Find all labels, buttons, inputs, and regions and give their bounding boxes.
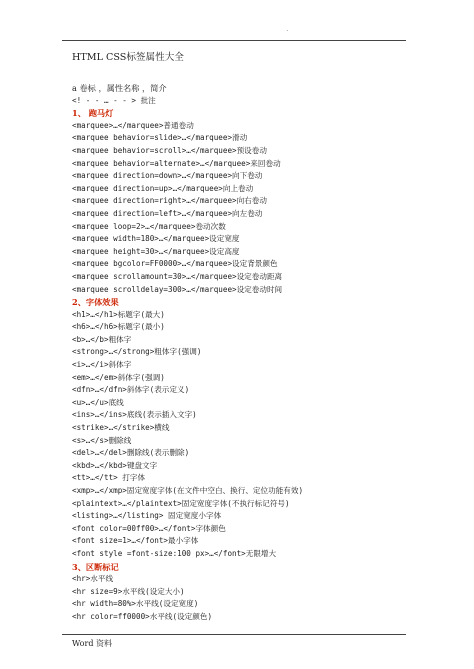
code-line: <s>…</s>删除线 — [72, 435, 132, 445]
footer-rule — [62, 634, 406, 635]
code-line: <listing>…</listing> 固定宽度小字体 — [72, 511, 222, 521]
code-line: <hr>水平线 — [72, 574, 114, 584]
code-line: <h1>…</h1>标题字(最大) — [72, 309, 165, 319]
code-line: <marquee behavior=scroll>…</marquee>预设卷动 — [72, 145, 267, 155]
code-line: <font size=1>…</font>最小字体 — [72, 536, 199, 546]
code-line: <u>…</u>底线 — [72, 397, 124, 407]
code-line: <b>…</b>粗体字 — [72, 334, 132, 344]
code-line: <font style =font-size:100 px>…</font>无限增大 — [72, 548, 277, 558]
code-line: <plaintext>…</plaintext>固定宽度字体(不执行标记符号) — [72, 498, 290, 508]
code-line: <marquee bgcolor=FF0000>…</marquee>设定背景颜色 — [72, 259, 278, 269]
code-line: <i>…</i>斜体字 — [72, 360, 132, 370]
code-line: <hr size=9>水平线(设定大小) — [72, 586, 185, 596]
code-line: <dfn>…</dfn>斜体字(表示定义) — [72, 385, 190, 395]
code-line: <marquee width=180>…</marquee>设定宽度 — [72, 234, 240, 244]
code-line: <h6>…</h6>标题字(最小) — [72, 322, 165, 332]
section-heading: 1、 跑马灯 — [72, 108, 114, 119]
code-line: <tt>…</tt> 打字体 — [72, 473, 146, 483]
code-line: <hr width=80%>水平线(设定宽度) — [72, 599, 199, 609]
code-line: <strong>…</strong>粗体字(强调) — [72, 347, 202, 357]
header-mark: . — [286, 24, 289, 33]
code-line: <marquee scrolldelay=300>…</marquee>设定卷动时间 — [72, 284, 283, 294]
code-line: <hr color=ff0000>水平线(设定颜色) — [72, 611, 213, 621]
code-line: <kbd>…</kbd>键盘文字 — [72, 460, 158, 470]
code-line: <strike>…</strike>横线 — [72, 423, 170, 433]
code-line: <marquee height=30>…</marquee>设定高度 — [72, 246, 240, 256]
code-line: <marquee>…</marquee>普通卷动 — [72, 120, 194, 130]
page-footer: Word 资料 — [72, 639, 112, 648]
code-line: <ins>…</ins>底线(表示插入文字) — [72, 410, 197, 420]
code-line: <marquee behavior=slide>…</marquee>滑动 — [72, 133, 248, 143]
code-line: <marquee direction=right>…</marquee>向右卷动 — [72, 196, 267, 206]
code-line: <marquee loop=2>…</marquee>卷动次数 — [72, 221, 226, 231]
code-line: <xmp>…</xmp>固定宽度字体(在文件中空白、换行、定位功能有效) — [72, 486, 304, 495]
page-title: HTML CSS标签属性大全 — [72, 52, 184, 63]
code-line: <marquee direction=down>…</marquee>向下卷动 — [72, 171, 263, 181]
code-line: <font color=00ff00>…</font>字体颜色 — [72, 523, 226, 533]
document-body — [72, 82, 402, 624]
code-line: <marquee direction=up>…</marquee>向上卷动 — [72, 183, 254, 193]
intro-line: a 卷标 ，属性名称 ，简介 — [72, 83, 167, 93]
code-line: <marquee behavior=alternate>…</marquee>来回卷动 — [72, 158, 281, 168]
section-heading: 2、字体效果 — [72, 297, 119, 308]
intro-line: <! - - … - - > 批注 — [72, 95, 156, 105]
code-line: <em>…</em>斜体字(强调) — [72, 372, 165, 382]
section-heading: 3、区断标记 — [72, 561, 119, 572]
code-line: <del>…</del>删除线(表示删除) — [72, 448, 190, 458]
header-rule — [62, 40, 406, 41]
code-line: <marquee direction=left>…</marquee>向左卷动 — [72, 208, 263, 218]
code-line: <marquee scrollamount=30>…</marquee>设定卷动距离 — [72, 271, 283, 281]
